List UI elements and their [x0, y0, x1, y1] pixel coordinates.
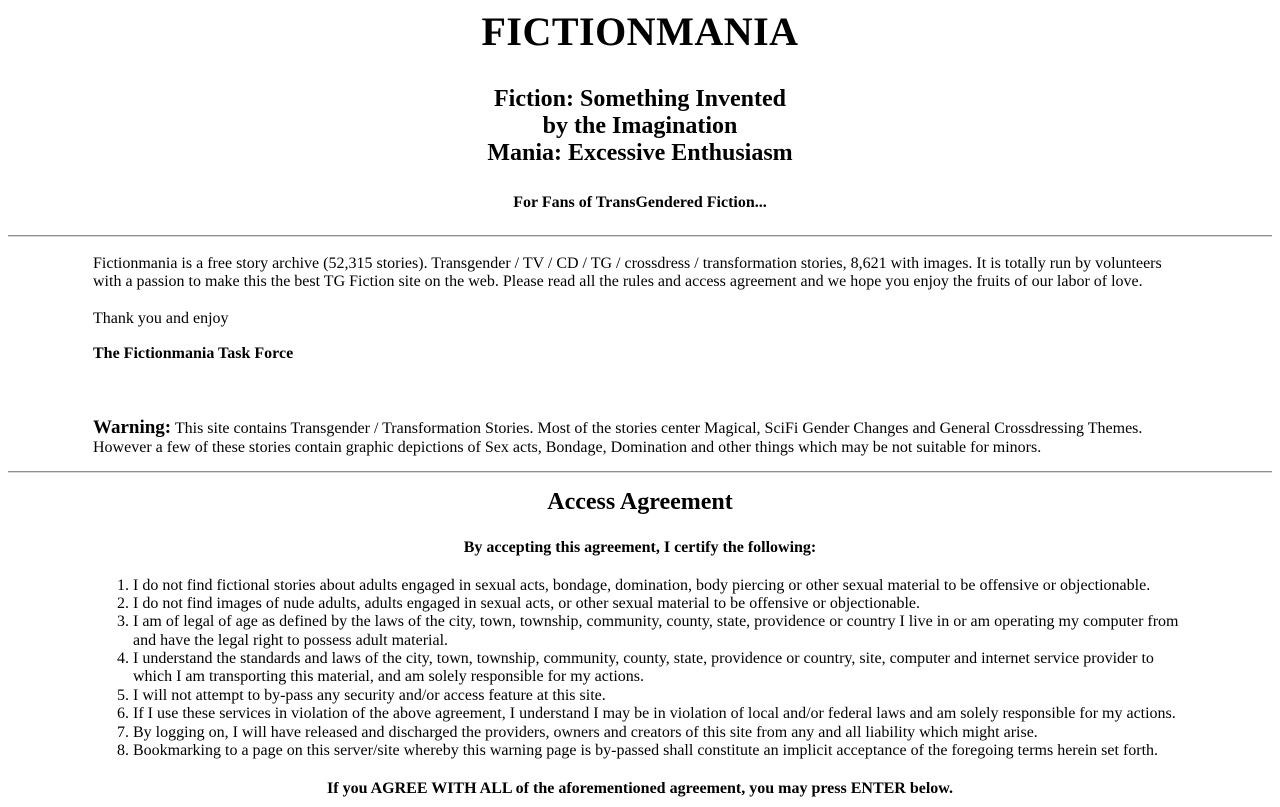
agreement-item-3: 3. I am of legal of age as defined by the laws of the city, town, township, community, county, state, providence or country I live in or am operating my computer from and have the legal right to possess adult material.	[133, 613, 1187, 650]
fictionmania-entry-page	[8, 9, 1272, 799]
site-title: FICTIONMANIA	[481, 9, 799, 54]
warning-label: Warning:	[93, 417, 172, 439]
top-divider	[8, 235, 1272, 237]
tagline: For Fans of TransGendered Fiction...	[513, 194, 767, 212]
agreement-list	[93, 577, 1187, 761]
intro-section	[93, 255, 1187, 458]
agreement-divider	[8, 471, 1272, 473]
agreement-item-4: 4. I understand the standards and laws of the city, town, township, community, county, state, providence or country, site, computer and internet service provider to which I am transporting this material, and am solely responsible for my actions.	[133, 650, 1187, 687]
agreement-footer: If you AGREE WITH ALL of the aforementioned agreement, you may press ENTER below.	[327, 780, 953, 798]
agreement-section	[93, 577, 1187, 761]
warning-paragraph	[93, 417, 1187, 457]
agreement-item-8: 8. Bookmarking to a page on this server/site whereby this warning page is by-passed shall constitute an implicit acceptance of the foregoing terms herein set forth.	[133, 742, 1187, 760]
agreement-intro: By accepting this agreement, I certify the following:	[463, 539, 817, 557]
agreement-heading: Access Agreement	[547, 488, 733, 515]
motto-line-fiction: Fiction: Something Invented	[493, 86, 786, 112]
agreement-item-6: 6. If I use these services in violation of the above agreement, I understand I may be in violation of local and/or federal laws and am solely responsible for my actions.	[133, 705, 1187, 723]
signature-line: The Fictionmania Task Force	[93, 344, 294, 362]
agreement-item-2: 2. I do not find images of nude adults, adults engaged in sexual acts, or other sexual material to be offensive or objectionable.	[133, 595, 1187, 613]
motto-line-mania: Mania: Excessive Enthusiasm	[487, 140, 793, 167]
warning-text: This site contains Transgender / Transformation Stories. Most of the stories center Magical, SciFi Gender Changes and General Crossdressing Themes. However a few of these stories contain graphic depictions of Sex acts, Bondage, Domination and other things which may be not suitable for minors.	[93, 420, 1143, 457]
agreement-item-7: 7. By logging on, I will have released and discharged the providers, owners and creators of this site from any and all liability which might arise.	[133, 724, 1187, 742]
agreement-item-5: 5. I will not attempt to by-pass any security and/or access feature at this site.	[133, 687, 1187, 705]
agreement-item-1: 1. I do not find fictional stories about adults engaged in sexual acts, bondage, domination, body piercing or other sexual material to be offensive or objectionable.	[133, 577, 1187, 595]
site-motto	[8, 86, 1272, 167]
motto-line-imagination: by the Imagination	[542, 113, 738, 140]
intro-paragraph: Fictionmania is a free story archive (52,315 stories). Transgender / TV / CD / TG / crossdress / transformation stories, 8,621 with images. It is totally run by volunteers with a passion to make this the best TG Fiction site on the web. Please read all the rules and access agreement and we hope you enjoy the fruits of our labor of love.	[93, 254, 1162, 291]
thanks-line: Thank you and enjoy	[93, 309, 229, 327]
